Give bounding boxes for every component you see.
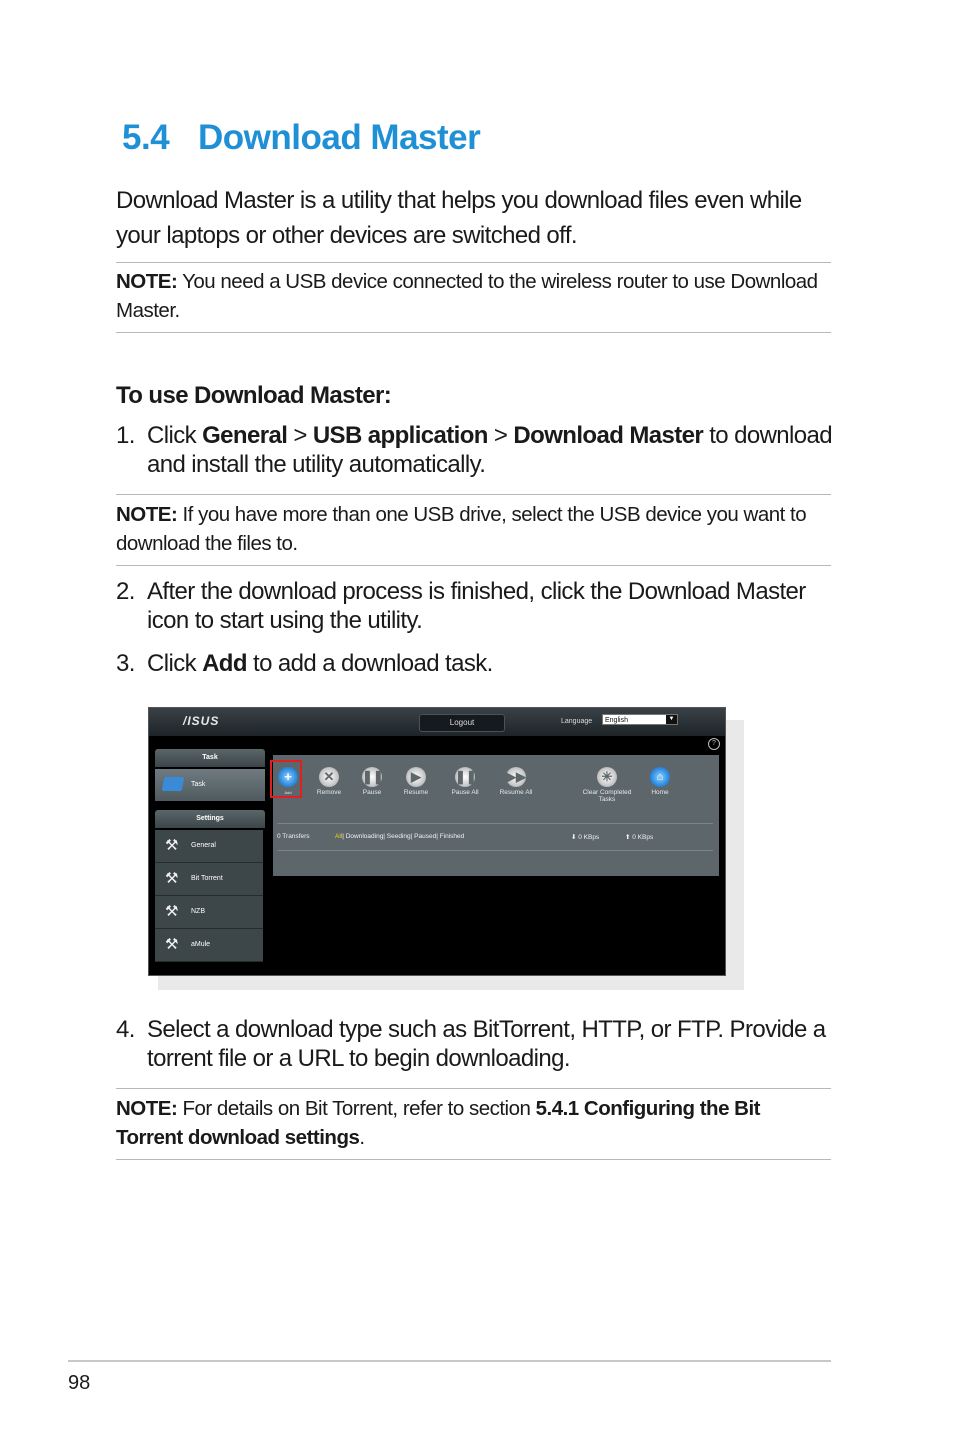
section-heading: Download Master <box>198 118 481 157</box>
task-panel <box>273 755 719 876</box>
note-text: For details on Bit Torrent, refer to section <box>177 1097 536 1120</box>
step-number: 2. <box>116 578 135 605</box>
pause-all-button[interactable] <box>440 767 490 796</box>
toolbar-label: Resume All <box>499 789 533 796</box>
settings-header: Settings <box>155 810 265 828</box>
divider <box>116 262 831 263</box>
upload-speed: ⬆ 0 KBps <box>625 834 654 841</box>
divider <box>116 1159 831 1160</box>
note-label: NOTE: <box>116 1097 178 1120</box>
divider <box>277 823 713 824</box>
toolbar-label: Add <box>284 790 292 795</box>
sidebar-item-amule[interactable] <box>155 929 263 962</box>
sidebar-item-nzb[interactable] <box>155 896 263 929</box>
sidebar-item-label: Task <box>191 781 206 788</box>
step-number: 3. <box>116 650 135 677</box>
plus-icon: + <box>278 767 298 787</box>
note-label: NOTE: <box>116 270 178 293</box>
wrench-icon: ⚒ <box>165 903 179 920</box>
toolbar-label: Resume <box>403 789 429 796</box>
close-icon: ✕ <box>319 767 339 787</box>
step-text: Click Add to add a download task. <box>147 650 493 677</box>
divider <box>116 1088 831 1089</box>
toolbar-label: Remove <box>316 789 342 796</box>
pause-icon: ❚❚ <box>362 767 382 787</box>
divider <box>277 850 713 851</box>
note-text: You need a USB device connected to the wireless router to use Download Master. <box>116 270 818 322</box>
section-reference: 5.4.1 Configuring the Bit Torrent download settings <box>116 1097 761 1149</box>
download-speed: ⬇ 0 KBps <box>571 834 600 841</box>
task-filter[interactable] <box>335 833 464 840</box>
divider <box>116 565 831 566</box>
pause-button[interactable] <box>347 767 397 796</box>
pause-all-icon: ❚❚ <box>455 767 475 787</box>
wrench-icon: ⚒ <box>165 837 179 854</box>
step-3 <box>116 649 836 678</box>
resume-all-button[interactable] <box>491 767 541 796</box>
divider <box>116 494 831 495</box>
task-icon <box>162 777 184 791</box>
note-bittorrent-reference: NOTE: For details on Bit Torrent, refer to section 5.4.1 Configuring the Bit Torrent download settings. <box>116 1097 761 1149</box>
note-usb-required <box>116 267 831 325</box>
note-label: NOTE: <box>116 503 178 526</box>
sidebar-item-label: Bit Torrent <box>191 875 223 882</box>
toolbar-label: Pause <box>362 789 382 796</box>
toolbar-label: Clear Completed Tasks <box>582 789 632 803</box>
language-select[interactable]: English ▼ <box>602 714 678 725</box>
sidebar-item-label: General <box>191 842 216 849</box>
task-header: Task <box>155 749 265 767</box>
resume-button[interactable] <box>391 767 441 796</box>
fast-forward-icon: ▶▶ <box>506 767 526 787</box>
help-icon[interactable]: ? <box>708 738 720 750</box>
step-number: 1. <box>116 422 135 449</box>
footer-rule <box>68 1360 831 1362</box>
arrow-down-icon: ⬇ <box>571 834 577 841</box>
chevron-down-icon: ▼ <box>666 715 677 724</box>
step-text: Select a download type such as BitTorrent, HTTP, or FTP. Provide a torrent file or a URL to begin downloading. <box>147 1016 826 1072</box>
toolbar-label: Pause All <box>451 789 479 796</box>
divider <box>116 332 831 333</box>
subheading: To use Download Master: <box>116 382 392 409</box>
filter-all[interactable]: All <box>335 833 343 840</box>
logout-button[interactable]: Logout <box>419 714 505 732</box>
note-text: If you have more than one USB drive, select the USB device you want to download the files to. <box>116 503 807 555</box>
step-4 <box>116 1015 836 1073</box>
download-master-screenshot <box>148 707 726 976</box>
sidebar-item-bittorrent[interactable] <box>155 863 263 896</box>
filter-list[interactable]: | Downloading| Seeding| Paused| Finished <box>342 833 465 840</box>
step-text: After the download process is finished, click the Download Master icon to start using the utility. <box>147 578 806 634</box>
sidebar-item-task[interactable] <box>155 769 265 801</box>
asus-logo: /ISUS <box>183 714 220 728</box>
play-icon: ▶ <box>406 767 426 787</box>
section-number: 5.4 <box>122 118 170 157</box>
wrench-icon: ⚒ <box>165 936 179 953</box>
step-number: 4. <box>116 1016 135 1043</box>
transfer-count: 0 Transfers <box>277 833 310 840</box>
language-label: Language <box>561 718 593 725</box>
clear-completed-button[interactable] <box>577 767 637 803</box>
section-title <box>122 118 480 158</box>
step-1 <box>116 421 836 479</box>
sidebar-item-general[interactable] <box>155 830 263 863</box>
intro-paragraph: Download Master is a utility that helps you download files even while your laptops or other devices are switched off. <box>116 187 802 249</box>
sidebar-item-label: NZB <box>191 908 205 915</box>
wrench-icon: ⚒ <box>165 870 179 887</box>
sidebar-item-label: aMule <box>191 941 211 948</box>
step-text: Click General > USB application > Download Master to download and install the utility automatically. <box>147 422 833 478</box>
note-multiple-drives <box>116 500 831 558</box>
arrow-up-icon: ⬆ <box>625 834 631 841</box>
toolbar-label: Home <box>651 789 669 796</box>
add-highlight-box <box>270 760 302 798</box>
page-number: 98 <box>68 1372 91 1394</box>
step-2 <box>116 577 836 635</box>
clear-icon: ✳ <box>597 767 617 787</box>
home-icon: ⌂ <box>650 767 670 787</box>
home-button[interactable] <box>635 767 685 796</box>
